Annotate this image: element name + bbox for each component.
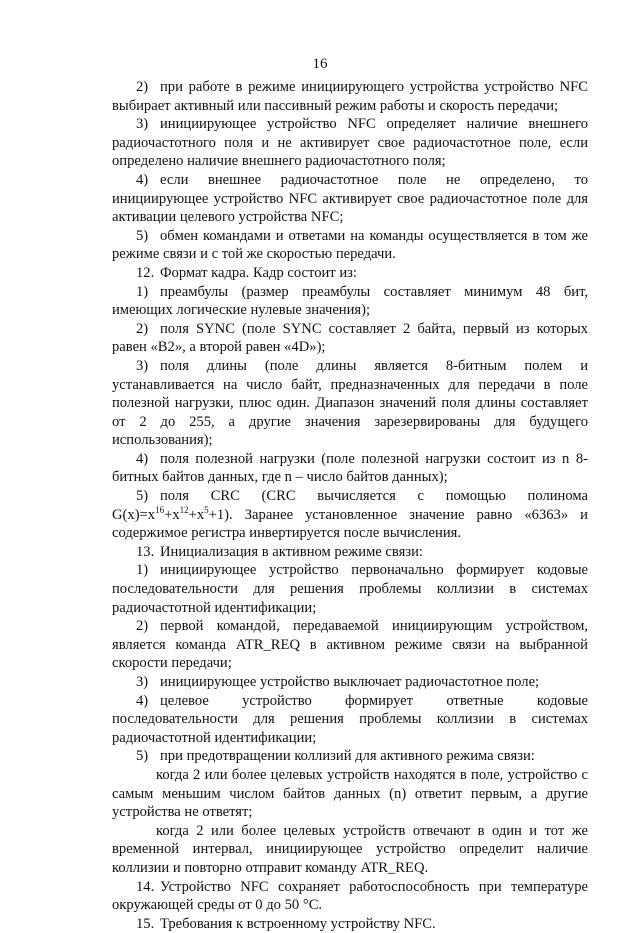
- item-text: инициирующее устройство выключает радиочастотное поле;: [160, 674, 540, 690]
- document-body: [112, 78, 588, 933]
- item-text: при работе в режиме инициирующего устройства устройство NFC выбирает активный или пассивный режим работы и скорость передачи;: [112, 79, 588, 114]
- list-item: [112, 450, 588, 487]
- sub-paragraph: когда 2 или более целевых устройств отвечают в один и тот же временной интервал, инициирующее устройство определит наличие коллизии и повторно отправит команду ATR_REQ.: [112, 822, 588, 876]
- item-text: первой командой, передаваемой инициирующим устройством, является команда ATR_REQ в активном режиме связи на выбранной скорости передачи;: [112, 618, 588, 672]
- item-number: 1): [136, 562, 149, 579]
- list-item: [112, 78, 588, 115]
- list-item: [112, 561, 588, 617]
- item-number: 3): [136, 674, 149, 690]
- item-text: поля SYNC (поле SYNC составляет 2 байта, первый из которых равен «B2», а второй равен «4D»);: [112, 320, 588, 356]
- item-number: 4): [136, 450, 149, 467]
- section-text: Инициализация в активном режиме связи:: [160, 543, 423, 560]
- section-text: Формат кадра. Кадр состоит из:: [160, 264, 357, 281]
- item-number: 2): [136, 79, 149, 95]
- section-number: 12.: [136, 264, 155, 281]
- crc-term: +x: [164, 506, 180, 523]
- list-item: [112, 171, 588, 227]
- item-number: 3): [136, 116, 149, 133]
- item-text: обмен командами и ответами на команды осуществляется в том же режиме связи и с той же скоростью передачи.: [112, 227, 588, 263]
- page-number: 16: [312, 56, 328, 72]
- section-heading: [112, 878, 588, 915]
- item-number: 5): [136, 748, 149, 765]
- list-item: [112, 747, 588, 766]
- exponent-16: 16: [155, 504, 165, 515]
- section-number: 14.: [136, 878, 155, 895]
- item-text: целевое устройство формирует ответные кодовые последовательности для решения проблемы коллизии в системах радиочастотной идентификации;: [112, 692, 588, 746]
- exponent-5: 5: [204, 504, 209, 515]
- item-number: 4): [136, 692, 149, 709]
- list-item: [112, 283, 588, 320]
- list-item: [112, 227, 588, 264]
- sub-paragraph: когда 2 или более целевых устройств находятся в поле, устройство с самым меньшим числом байтов данных (n) ответит первым, а другие устройства не ответят;: [112, 766, 588, 821]
- item-text: преамбулы (размер преамбулы составляет минимум 48 бит, имеющих логические нулевые значения);: [112, 283, 588, 319]
- section-text: Требования к встроенному устройству NFC.: [160, 915, 436, 932]
- list-item: [112, 320, 588, 357]
- section-heading: [112, 543, 588, 562]
- item-text: поля полезной нагрузки (поле полезной нагрузки состоит из n 8-битных байтов данных, где n – число байтов данных);: [112, 450, 588, 486]
- section-number: 13.: [136, 543, 155, 560]
- item-text: при предотвращении коллизий для активного режима связи:: [160, 748, 535, 765]
- item-text: поля длины (поле длины является 8-битным полем и устанавливается на число байт, предназначенных для передачи в поле полезной нагрузки, плюс один. Диапазон значений поля длины составляет от 2 до 255, а другие значения зарезервированы для будущего использования);: [112, 357, 588, 449]
- crc-term: +x: [188, 506, 205, 523]
- section-text: Устройство NFC сохраняет работоспособность при температуре окружающей среды от 0 до 50 °C.: [112, 878, 588, 914]
- list-item-crc: [112, 487, 588, 543]
- list-item: [112, 692, 588, 748]
- list-item: [112, 115, 588, 171]
- item-number: 2): [136, 618, 149, 635]
- section-heading: [112, 264, 588, 283]
- item-text: если внешнее радиочастотное поле не определено, то инициирующее устройство NFC активирует свое радиочастотное поле для активации целевого устройства NFC;: [112, 171, 588, 226]
- list-item: [112, 673, 588, 692]
- item-number: 2): [136, 320, 149, 337]
- item-number: 1): [136, 283, 149, 300]
- item-number: 4): [136, 171, 149, 188]
- exponent-12: 12: [179, 504, 189, 515]
- item-number: 3): [136, 357, 149, 374]
- item-number: 5): [136, 227, 149, 244]
- section-heading: [112, 915, 588, 933]
- crc-text-after: +1). Заранее установленное значение равно «6363» и содержимое регистра инвертируется после вычисления.: [112, 506, 588, 542]
- section-number: 15.: [136, 915, 155, 932]
- item-text: инициирующее устройство NFC определяет наличие внешнего радиочастотного поля и не активирует свое радиочастотное поле, если определено наличие внешнего радиочастотного поля;: [112, 116, 588, 170]
- item-text: инициирующее устройство первоначально формирует кодовые последовательности для решения проблемы коллизии в системах радиочастотной идентификации;: [112, 562, 588, 616]
- list-item: [112, 617, 588, 673]
- item-number: 5): [136, 488, 149, 505]
- list-item: [112, 357, 588, 450]
- crc-text-before: поля CRC (CRC вычисляется с помощью полинома G(x)=x: [112, 488, 588, 523]
